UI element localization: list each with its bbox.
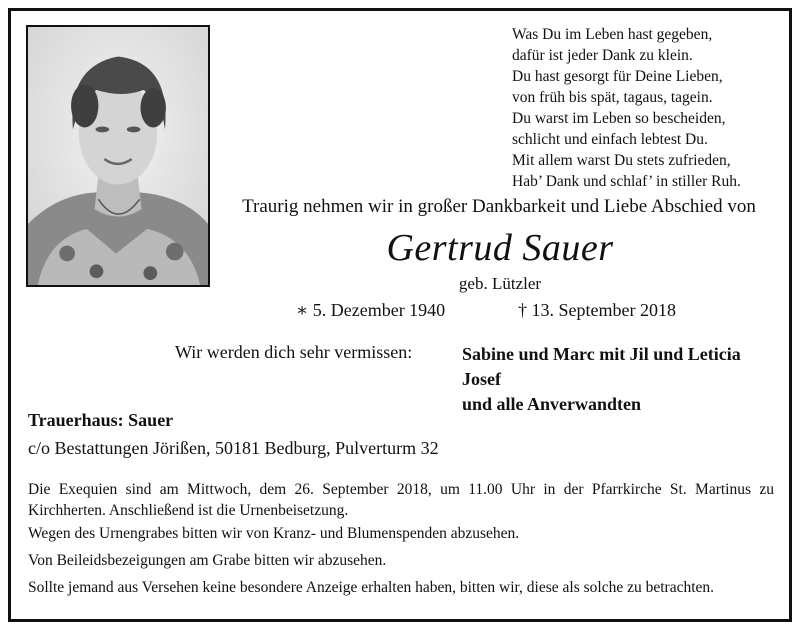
- mourner-line: Sabine und Marc mit Jil und Leticia: [462, 344, 741, 364]
- maiden-name: geb. Lützler: [458, 274, 542, 293]
- poem-line: Mit allem warst Du stets zufrieden,: [512, 152, 731, 169]
- death-date: † 13. September 2018: [518, 300, 676, 320]
- poem-line: dafür ist jeder Dank zu klein.: [512, 47, 693, 64]
- poem-line: Was Du im Leben hast gegeben,: [512, 26, 713, 43]
- miss-label: Wir werden dich sehr vermissen:: [175, 342, 413, 362]
- mourning-house-title: Trauerhaus: Sauer: [28, 410, 174, 430]
- birth-date: ∗ 5. Dezember 1940: [296, 300, 446, 320]
- poem-line: von früh bis spät, tagaus, tagein.: [512, 89, 713, 106]
- poem-line: schlicht und einfach lebtest Du.: [512, 131, 708, 148]
- poem-line: Du warst im Leben so bescheiden,: [512, 110, 726, 127]
- notice-no-condolences: Von Beileidsbezeigungen am Grabe bitten wir abzusehen.: [28, 552, 387, 569]
- notice-no-announcement: Sollte jemand aus Versehen keine besondere Anzeige erhalten haben, bitten wir, diese als solche zu betrachten.: [28, 579, 715, 596]
- notices: [28, 479, 774, 597]
- deceased-name: Gertrud Sauer: [386, 227, 614, 269]
- poem: [512, 24, 782, 192]
- portrait-photo: [26, 25, 210, 287]
- mourning-house-address: c/o Bestattungen Jörißen, 50181 Bedburg, Pulverturm 32: [28, 438, 439, 458]
- poem-line: Du hast gesorgt für Deine Lieben,: [512, 68, 723, 85]
- notice-no-flowers: Wegen des Urnengrabes bitten wir von Kranz- und Blumenspenden abzusehen.: [28, 525, 520, 542]
- farewell-intro: Traurig nehmen wir in großer Dankbarkeit und Liebe Abschied von: [242, 196, 756, 217]
- poem-line: Hab’ Dank und schlaf’ in stiller Ruh.: [512, 173, 741, 190]
- mourner-line: Josef: [462, 369, 501, 389]
- mourner-line: und alle Anverwandten: [462, 394, 642, 414]
- mourners-list: [462, 342, 741, 417]
- notice-exequies: Die Exequien sind am Mittwoch, dem 26. September 2018, um 11.00 Uhr in der Pfarrkirche St. Martinus zu Kirchherten. Anschließend ist die Urnenbeisetzung.: [28, 481, 774, 519]
